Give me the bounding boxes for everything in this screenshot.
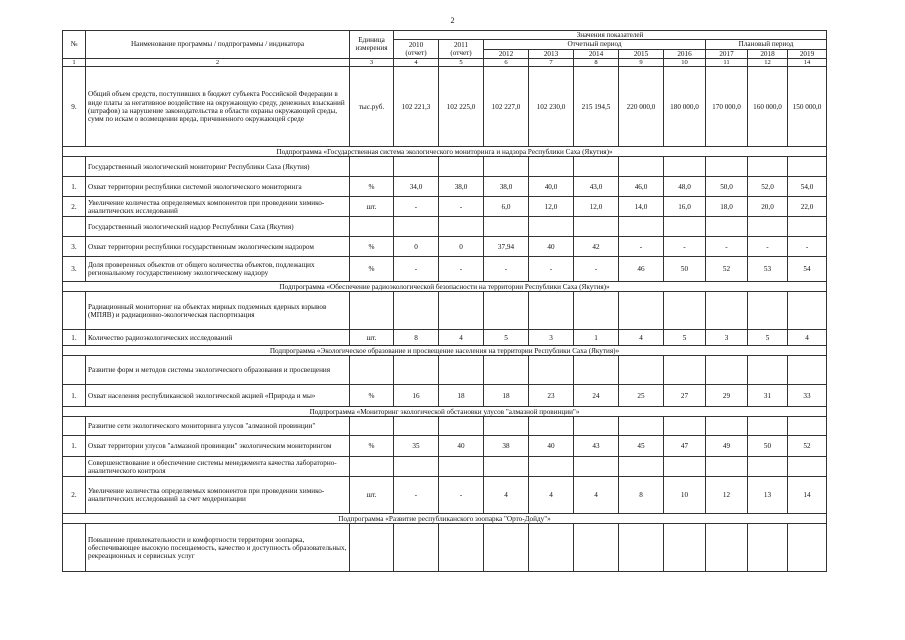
row-number: 2. xyxy=(63,197,86,217)
value-cell: 40 xyxy=(529,436,574,457)
value-cell: 5 xyxy=(664,330,706,346)
column-index-row xyxy=(63,58,827,67)
empty-cell xyxy=(664,457,706,477)
group-name: Совершенствование и обеспечение системы менеджмента качества лабораторно-аналитического контроля xyxy=(86,457,350,477)
header-no: № xyxy=(63,31,86,59)
empty-cell xyxy=(484,217,529,237)
group-row xyxy=(63,417,827,436)
header-year: 2014 xyxy=(574,49,619,58)
unit-cell: шт. xyxy=(350,197,394,217)
indicator-name: Охват территории республики государственным экологическим надзором xyxy=(86,237,350,257)
empty-cell xyxy=(574,292,619,330)
empty-cell xyxy=(748,157,788,177)
column-index: 7 xyxy=(529,58,574,67)
unit-cell: % xyxy=(350,257,394,282)
value-cell: 8 xyxy=(619,477,664,514)
indicator-row xyxy=(63,197,827,217)
value-cell: - xyxy=(619,237,664,257)
indicator-name: Увеличение количества определяемых компонентов при проведении химико-аналитических исследований xyxy=(86,197,350,217)
empty-cell xyxy=(664,417,706,436)
value-cell: 34,0 xyxy=(394,177,439,197)
empty-cell xyxy=(574,457,619,477)
empty-cell xyxy=(664,356,706,385)
empty-cell xyxy=(706,417,748,436)
value-cell: 10 xyxy=(664,477,706,514)
indicator-row xyxy=(63,477,827,514)
value-cell: 18,0 xyxy=(706,197,748,217)
value-cell: 45 xyxy=(619,436,664,457)
value-cell: 1 xyxy=(574,330,619,346)
group-name: Радиационный мониторинг на объектах мирных подземных ядерных взрывов (МПЯВ) и радиационно-экологическая паспортизация xyxy=(86,292,350,330)
value-cell: 37,94 xyxy=(484,237,529,257)
value-cell: - xyxy=(706,237,748,257)
indicator-row xyxy=(63,237,827,257)
value-cell: 46 xyxy=(619,257,664,282)
empty-cell xyxy=(706,217,748,237)
empty-cell xyxy=(484,356,529,385)
empty-cell xyxy=(619,217,664,237)
subprogram-row xyxy=(63,282,827,292)
value-cell: 22,0 xyxy=(788,197,827,217)
value-cell: 16,0 xyxy=(664,197,706,217)
group-name: Государственный экологический мониторинг Республики Саха (Якутия) xyxy=(86,157,350,177)
empty-cell xyxy=(439,292,484,330)
empty-cell xyxy=(574,356,619,385)
empty-cell xyxy=(706,292,748,330)
value-cell: - xyxy=(664,237,706,257)
value-cell: 27 xyxy=(664,385,706,407)
column-index: 4 xyxy=(394,58,439,67)
empty-cell xyxy=(788,457,827,477)
header-year-2010: 2010 (отчет) xyxy=(394,40,439,59)
value-cell: 53 xyxy=(748,257,788,282)
value-cell: 48,0 xyxy=(664,177,706,197)
header-reporting-period: Отчетный период xyxy=(484,40,706,49)
empty-cell xyxy=(484,292,529,330)
group-name: Развитие форм и методов системы экологического образования и просвещения xyxy=(86,356,350,385)
subprogram-title: Подпрограмма «Обеспечение радиоэкологической безопасности на территории Республики Саха (Якутия)» xyxy=(63,282,827,292)
value-cell: 43 xyxy=(574,436,619,457)
empty-cell xyxy=(788,217,827,237)
empty-cell xyxy=(529,292,574,330)
empty-cell xyxy=(619,457,664,477)
indicator-row xyxy=(63,257,827,282)
empty-cell xyxy=(394,292,439,330)
value-cell: - xyxy=(439,197,484,217)
subprogram-row xyxy=(63,346,827,356)
column-index: 1 xyxy=(63,58,86,67)
value-cell: 52 xyxy=(788,436,827,457)
row-number-cell xyxy=(63,157,86,177)
empty-cell xyxy=(788,417,827,436)
header-year-2011: 2011 (отчет) xyxy=(439,40,484,59)
value-cell: 33 xyxy=(788,385,827,407)
value-cell: 13 xyxy=(748,477,788,514)
value-cell: 215 194,5 xyxy=(574,67,619,147)
empty-cell xyxy=(706,524,748,572)
empty-cell xyxy=(439,524,484,572)
empty-cell xyxy=(748,356,788,385)
group-row xyxy=(63,457,827,477)
value-cell: 0 xyxy=(394,237,439,257)
value-cell: 18 xyxy=(439,385,484,407)
empty-cell xyxy=(350,356,394,385)
empty-cell xyxy=(529,457,574,477)
column-index: 3 xyxy=(350,58,394,67)
empty-cell xyxy=(439,356,484,385)
column-index: 14 xyxy=(788,58,827,67)
empty-cell xyxy=(439,417,484,436)
value-cell: 14 xyxy=(788,477,827,514)
value-cell: 49 xyxy=(706,436,748,457)
group-row xyxy=(63,356,827,385)
empty-cell xyxy=(664,292,706,330)
value-cell: 52 xyxy=(706,257,748,282)
value-cell: 31 xyxy=(748,385,788,407)
empty-cell xyxy=(350,292,394,330)
header-unit: Единица измерения xyxy=(350,31,394,59)
value-cell: 160 000,0 xyxy=(748,67,788,147)
value-cell: 12 xyxy=(706,477,748,514)
empty-cell xyxy=(706,157,748,177)
subprogram-title: Подпрограмма «Развитие республиканского зоопарка "Орто-Дойду"» xyxy=(63,514,827,524)
empty-cell xyxy=(619,524,664,572)
value-cell: 23 xyxy=(529,385,574,407)
header-year: 2017 xyxy=(706,49,748,58)
value-cell: 220 000,0 xyxy=(619,67,664,147)
value-cell: 5 xyxy=(484,330,529,346)
indicator-name: Количество радиоэкологических исследований xyxy=(86,330,350,346)
value-cell: 50,0 xyxy=(706,177,748,197)
column-index: 10 xyxy=(664,58,706,67)
value-cell: 40 xyxy=(439,436,484,457)
header-name: Наименование программы / подпрограммы / индикатора xyxy=(86,31,350,59)
empty-cell xyxy=(394,356,439,385)
empty-cell xyxy=(664,157,706,177)
empty-cell xyxy=(619,417,664,436)
value-cell: 4 xyxy=(574,477,619,514)
value-cell: 12,0 xyxy=(574,197,619,217)
empty-cell xyxy=(484,457,529,477)
value-cell: 40 xyxy=(529,237,574,257)
indicator-row xyxy=(63,67,827,147)
group-name: Государственный экологический надзор Республики Саха (Якутия) xyxy=(86,217,350,237)
empty-cell xyxy=(394,524,439,572)
value-cell: - xyxy=(788,237,827,257)
row-number: 1. xyxy=(63,385,86,407)
value-cell: 38 xyxy=(484,436,529,457)
value-cell: 46,0 xyxy=(619,177,664,197)
row-number: 3. xyxy=(63,237,86,257)
subprogram-title: Подпрограмма «Экологическое образование и просвещение населения на территории Республики Саха (Якутия)» xyxy=(63,346,827,356)
subprogram-title: Подпрограмма «Мониторинг экологической обстановки улусов "алмазной провинции"» xyxy=(63,407,827,417)
row-number: 3. xyxy=(63,257,86,282)
empty-cell xyxy=(619,292,664,330)
value-cell: 4 xyxy=(439,330,484,346)
value-cell: 4 xyxy=(788,330,827,346)
value-cell: 25 xyxy=(619,385,664,407)
group-name: Повышение привлекательности и комфортности территории зоопарка, обеспечивающее высокую посещаемость, качество и доступность образовательных, рекреационных и сервисных услуг xyxy=(86,524,350,572)
value-cell: 38,0 xyxy=(439,177,484,197)
indicator-name: Доля проверенных объектов от общего количества объектов, подлежащих региональному государственному экологическому надзору xyxy=(86,257,350,282)
value-cell: - xyxy=(574,257,619,282)
value-cell: 50 xyxy=(664,257,706,282)
value-cell: 8 xyxy=(394,330,439,346)
empty-cell xyxy=(484,157,529,177)
value-cell: 102 221,3 xyxy=(394,67,439,147)
indicator-name: Охват территории республики системой экологического мониторинга xyxy=(86,177,350,197)
value-cell: - xyxy=(439,257,484,282)
row-number-cell xyxy=(63,292,86,330)
empty-cell xyxy=(394,417,439,436)
row-number: 9. xyxy=(63,67,86,147)
column-index: 12 xyxy=(748,58,788,67)
value-cell: 170 000,0 xyxy=(706,67,748,147)
header-year: 2013 xyxy=(529,49,574,58)
subprogram-row xyxy=(63,407,827,417)
empty-cell xyxy=(706,457,748,477)
indicator-name: Охват населения республиканской экологической акцией «Природа и мы» xyxy=(86,385,350,407)
value-cell: - xyxy=(439,477,484,514)
empty-cell xyxy=(350,217,394,237)
indicator-name: Охват территории улусов "алмазной провинции" экологическим мониторингом xyxy=(86,436,350,457)
value-cell: 3 xyxy=(529,330,574,346)
indicator-row xyxy=(63,385,827,407)
value-cell: 180 000,0 xyxy=(664,67,706,147)
empty-cell xyxy=(529,417,574,436)
header-year: 2012 xyxy=(484,49,529,58)
value-cell: - xyxy=(529,257,574,282)
value-cell: 52,0 xyxy=(748,177,788,197)
indicator-name: Увеличение количества определяемых компонентов при проведении химико-аналитических исследований за счет модернизации xyxy=(86,477,350,514)
group-row xyxy=(63,157,827,177)
value-cell: - xyxy=(484,257,529,282)
column-index: 2 xyxy=(86,58,350,67)
empty-cell xyxy=(788,524,827,572)
empty-cell xyxy=(439,217,484,237)
value-cell: 20,0 xyxy=(748,197,788,217)
unit-cell: % xyxy=(350,385,394,407)
indicator-row xyxy=(63,330,827,346)
value-cell: 12,0 xyxy=(529,197,574,217)
group-name: Развитие сети экологического мониторинга улусов "алмазной провинции" xyxy=(86,417,350,436)
empty-cell xyxy=(664,217,706,237)
group-row xyxy=(63,217,827,237)
value-cell: 0 xyxy=(439,237,484,257)
empty-cell xyxy=(529,356,574,385)
indicator-name: Общий объем средств, поступивших в бюджет субъекта Российской Федерации в виде платы за негативное воздействие на окружающую среду, денежных взысканий (штрафов) за нарушение законодательства в области охраны окружающей среды, сумм по искам о возмещении вреда, причиненного окружающей среде xyxy=(86,67,350,147)
column-index: 9 xyxy=(619,58,664,67)
value-cell: 42 xyxy=(574,237,619,257)
value-cell: 150 000,0 xyxy=(788,67,827,147)
empty-cell xyxy=(706,356,748,385)
value-cell: - xyxy=(394,197,439,217)
value-cell: 4 xyxy=(529,477,574,514)
row-number: 1. xyxy=(63,330,86,346)
unit-cell: тыс.руб. xyxy=(350,67,394,147)
value-cell: 102 227,0 xyxy=(484,67,529,147)
value-cell: 4 xyxy=(619,330,664,346)
unit-cell: % xyxy=(350,436,394,457)
header-values: Значения показателей xyxy=(394,31,827,40)
value-cell: 18 xyxy=(484,385,529,407)
value-cell: 16 xyxy=(394,385,439,407)
column-index: 8 xyxy=(574,58,619,67)
empty-cell xyxy=(788,292,827,330)
header-year: 2016 xyxy=(664,49,706,58)
header-year: 2018 xyxy=(748,49,788,58)
value-cell: - xyxy=(394,477,439,514)
subprogram-row xyxy=(63,147,827,157)
value-cell: 50 xyxy=(748,436,788,457)
subprogram-row xyxy=(63,514,827,524)
value-cell: 6,0 xyxy=(484,197,529,217)
empty-cell xyxy=(748,457,788,477)
value-cell: 102 230,0 xyxy=(529,67,574,147)
empty-cell xyxy=(394,217,439,237)
subprogram-title: Подпрограмма «Государственная система экологического мониторинга и надзора Республики Саха (Якутия)» xyxy=(63,147,827,157)
value-cell: 35 xyxy=(394,436,439,457)
row-number-cell xyxy=(63,217,86,237)
empty-cell xyxy=(788,356,827,385)
empty-cell xyxy=(350,157,394,177)
empty-cell xyxy=(619,356,664,385)
indicators-table xyxy=(62,30,827,572)
indicator-row xyxy=(63,177,827,197)
value-cell: 47 xyxy=(664,436,706,457)
value-cell: 24 xyxy=(574,385,619,407)
empty-cell xyxy=(574,417,619,436)
row-number: 1. xyxy=(63,436,86,457)
empty-cell xyxy=(619,157,664,177)
empty-cell xyxy=(574,524,619,572)
row-number-cell xyxy=(63,524,86,572)
value-cell: 43,0 xyxy=(574,177,619,197)
value-cell: 54 xyxy=(788,257,827,282)
value-cell: 4 xyxy=(484,477,529,514)
unit-cell: % xyxy=(350,237,394,257)
empty-cell xyxy=(529,217,574,237)
value-cell: 38,0 xyxy=(484,177,529,197)
row-number-cell xyxy=(63,417,86,436)
unit-cell: % xyxy=(350,177,394,197)
value-cell: - xyxy=(394,257,439,282)
row-number-cell xyxy=(63,356,86,385)
empty-cell xyxy=(350,457,394,477)
empty-cell xyxy=(529,524,574,572)
empty-cell xyxy=(484,417,529,436)
empty-cell xyxy=(664,524,706,572)
value-cell: 14,0 xyxy=(619,197,664,217)
header-year: 2019 xyxy=(788,49,827,58)
empty-cell xyxy=(439,457,484,477)
page-number: 2 xyxy=(450,16,455,25)
column-index: 5 xyxy=(439,58,484,67)
header-planned-period: Плановый период xyxy=(706,40,827,49)
empty-cell xyxy=(574,217,619,237)
row-number-cell xyxy=(63,457,86,477)
value-cell: 54,0 xyxy=(788,177,827,197)
value-cell: 40,0 xyxy=(529,177,574,197)
column-index: 6 xyxy=(484,58,529,67)
value-cell: - xyxy=(748,237,788,257)
value-cell: 29 xyxy=(706,385,748,407)
empty-cell xyxy=(350,417,394,436)
value-cell: 3 xyxy=(706,330,748,346)
empty-cell xyxy=(394,457,439,477)
group-row xyxy=(63,524,827,572)
empty-cell xyxy=(439,157,484,177)
value-cell: 5 xyxy=(748,330,788,346)
empty-cell xyxy=(748,417,788,436)
row-number: 2. xyxy=(63,477,86,514)
empty-cell xyxy=(748,292,788,330)
empty-cell xyxy=(394,157,439,177)
empty-cell xyxy=(529,157,574,177)
empty-cell xyxy=(350,524,394,572)
empty-cell xyxy=(748,217,788,237)
group-row xyxy=(63,292,827,330)
value-cell: 102 225,0 xyxy=(439,67,484,147)
indicator-row xyxy=(63,436,827,457)
unit-cell: шт. xyxy=(350,477,394,514)
empty-cell xyxy=(788,157,827,177)
row-number: 1. xyxy=(63,177,86,197)
column-index: 11 xyxy=(706,58,748,67)
empty-cell xyxy=(748,524,788,572)
empty-cell xyxy=(574,157,619,177)
header-year: 2015 xyxy=(619,49,664,58)
empty-cell xyxy=(484,524,529,572)
unit-cell: шт. xyxy=(350,330,394,346)
